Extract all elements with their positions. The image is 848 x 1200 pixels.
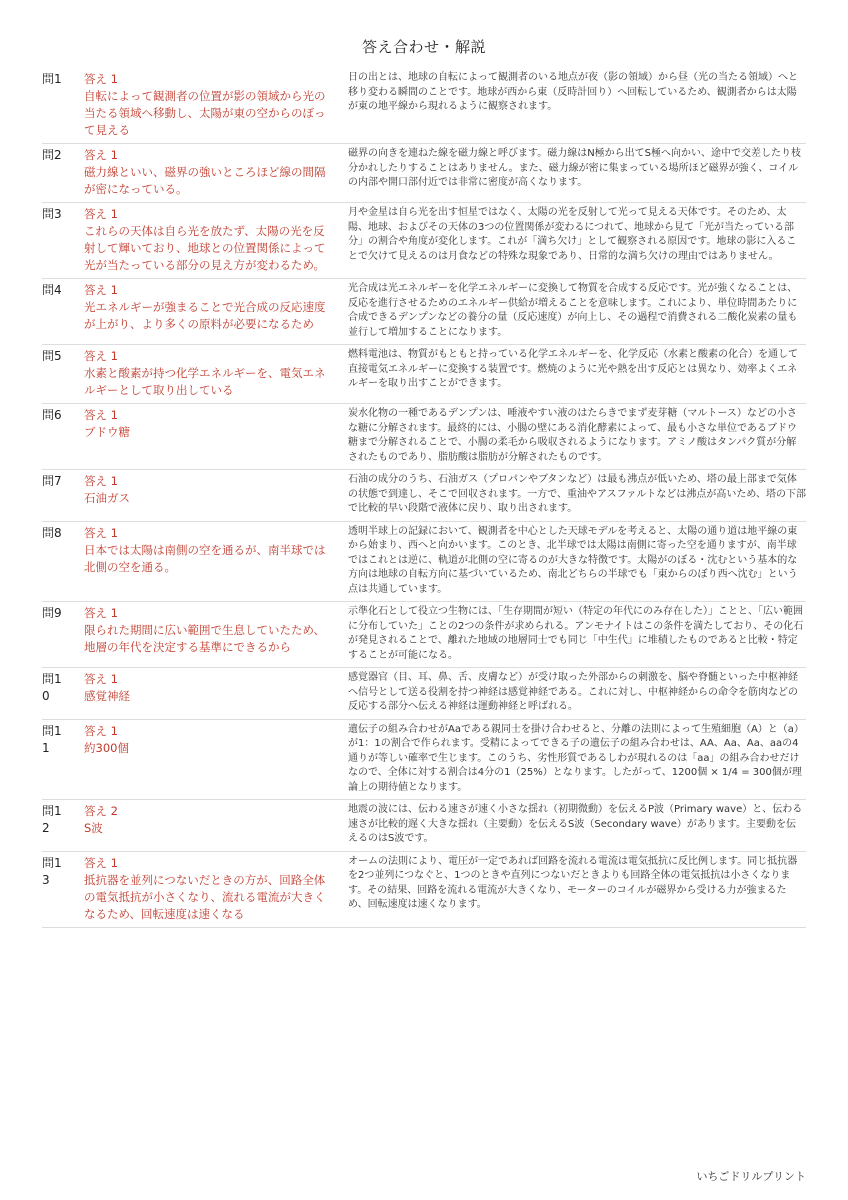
- question-number: 問7: [42, 474, 62, 488]
- answer-text: 自転によって観測者の位置が影の領域から光の当たる領域へ移動し、太陽が東の空からのぼって見える: [84, 89, 326, 137]
- page-title: 答え合わせ・解説: [361, 38, 486, 56]
- answer-text: 感覚神経: [84, 689, 130, 703]
- answer-label: 答え 1: [84, 283, 118, 297]
- question-row: [42, 279, 806, 345]
- answer-text: 石油ガス: [84, 491, 130, 505]
- explanation-text: 炭水化物の一種であるデンプンは、唾液やすい液のはたらきでまず麦芽糖（マルトース）などの小さな糖に分解されます。最終的には、小腸の壁にある消化酵素によって、最も小さな単位であるブドウ糖まで分解されることで、小腸の柔毛から吸収されるようになります。アミノ酸はタンパク質が分解されたものであり、脂肪酸は脂肪が分解されたものです。: [348, 408, 797, 463]
- explanation-text: 示準化石として役立つ生物には、「生存期間が短い（特定の年代にのみ存在した）」ことと、「広い範囲に分布していた」ことの2つの条件が求められる。アンモナイトはこの条件を満たしており、その化石が発見されることで、離れた地域の地層同士でも同じ「中生代」に堆積したものであると比較・特定することが可能になる。: [348, 606, 804, 661]
- answer-label: 答え 1: [84, 474, 118, 488]
- answer-text: 抵抗器を並列につないだときの方が、回路全体の電気抵抗が小さくなり、流れる電流が大きくなるため、回転速度は速くなる: [84, 872, 326, 921]
- answer-label: 答え 1: [84, 148, 118, 162]
- answer-table: [42, 68, 806, 928]
- answer-text: 約300個: [84, 740, 129, 755]
- answer-label: 答え 1: [84, 207, 118, 221]
- answer-label: 答え 1: [84, 723, 118, 738]
- answer-text: ブドウ糖: [84, 425, 130, 439]
- question-row: [42, 470, 806, 522]
- explanation-text: 月や金星は自ら光を出す恒星ではなく、太陽の光を反射して光って見える天体です。そのため、太陽、地球、およびその天体の3つの位置関係が変わるにつれて、地球から見て「光が当たっている部分」の割合や角度が変化します。これが「満ち欠け」として観察される原因です。地球の影に入ることで欠けて見えるのは月食などの特殊な現象であり、日常的な満ち欠けの理由ではありません。: [348, 207, 797, 262]
- answer-cell: [82, 668, 344, 719]
- question-number: 問11: [42, 723, 62, 755]
- question-row: [42, 522, 806, 603]
- answer-cell: [82, 800, 344, 851]
- answer-cell: [82, 602, 344, 667]
- answer-label: 答え 1: [84, 606, 118, 620]
- question-row: [42, 720, 806, 801]
- answer-cell: [82, 404, 344, 469]
- explanation-text: 日の出とは、地球の自転によって観測者のいる地点が夜（影の領域）から昼（光の当たる領域）へと移り変わる瞬間のことです。地球が西から東（反時計回り）へ回転しているため、観測者からは太陽が東の地平線から現れるように観察されます。: [348, 72, 798, 112]
- explanation-text: 透明半球上の記録において、観測者を中心とした天球モデルを考えると、太陽の通り道は地平線の東から始まり、西へと向かいます。このとき、北半球では太陽は南側に寄った空を通りますが、南半球ではこれとは逆に、軌道が北側の空に寄るのが大きな特徴です。太陽がのぼる・沈むという基本的な方向は地球の自転方向に基づいているため、南北どちらの半球でも「東からのぼり西へ沈む」という点は共通しています。: [348, 525, 798, 595]
- question-number: 問9: [42, 606, 62, 620]
- explanation-text: 遺伝子の組み合わせがAaである親同士を掛け合わせると、分離の法則によって生殖細胞（A）と（a）が1：1の割合で作られます。受精によってできる子の遺伝子の組み合わせは、AA、Aa、Aa、aaの4通りが等しい確率で生じます。このうち、劣性形質であるしわが現れるのは「aa」の組み合わせだけなので、全体に対する割合は4分の1（25%）となります。したがって、1200個 × 1/4 = 300個が理論上の期待値となります。: [348, 723, 804, 793]
- question-row: [42, 203, 806, 279]
- answer-label: 答え 1: [84, 525, 118, 540]
- question-number: 問10: [42, 672, 62, 703]
- explanation-text: 地震の波には、伝わる速さが速く小さな揺れ（初期微動）を伝えるP波（Primary wave）と、伝わる速さが比較的遅く大きな揺れ（主要動）を伝えるS波（Secondary wave）があります。主要動を伝えるのはS波です。: [348, 804, 803, 844]
- question-number: 問8: [42, 525, 62, 540]
- explanation-text: 磁界の向きを連ねた線を磁力線と呼びます。磁力線はN極から出てS極へ向かい、途中で交差したり枝分かれしたりすることはありません。また、磁力線が密に集まっている場所ほど磁界が強く、コイルの内部や開口部付近では非常に密度が高くなります。: [348, 148, 802, 188]
- question-number: 問1: [42, 72, 62, 86]
- question-number: 問5: [42, 349, 62, 363]
- answer-cell: [82, 852, 344, 927]
- answer-label: 答え 1: [84, 855, 118, 870]
- answer-cell: [82, 203, 344, 278]
- question-number: 問12: [42, 804, 62, 835]
- question-number: 問4: [42, 283, 62, 297]
- explanation-text: 光合成は光エネルギーを化学エネルギーに変換して物質を合成する反応です。光が強くなることは、反応を進行させるためのエネルギー供給が増えることを意味します。これにより、単位時間あたりに合成できるデンプンなどの養分の量（反応速度）が向上し、その過程で消費される二酸化炭素の量も並行して増加することになります。: [348, 283, 798, 338]
- answer-cell: [82, 522, 344, 602]
- answer-cell: [82, 68, 344, 143]
- answer-label: 答え 1: [84, 672, 118, 686]
- question-number: 問2: [42, 148, 62, 162]
- answer-text: 水素と酸素が持つ化学エネルギーを、電気エネルギーとして取り出している: [84, 366, 326, 397]
- question-row: [42, 68, 806, 144]
- question-number: 問3: [42, 207, 62, 221]
- answer-cell: [82, 144, 344, 202]
- question-row: [42, 800, 806, 852]
- answer-text: 限られた期間に広い範囲で生息していたため、地層の年代を決定する基準にできるから: [84, 623, 326, 654]
- question-row: [42, 345, 806, 404]
- answer-cell: [82, 279, 344, 344]
- explanation-text: 感覚器官（目、耳、鼻、舌、皮膚など）が受け取った外部からの刺激を、脳や脊髄といった中枢神経へ信号として送る役割を持つ神経は感覚神経である。これに対し、中枢神経からの命令を筋肉などの反応する部分へ伝える神経は運動神経と呼ばれる。: [348, 672, 798, 712]
- answer-text: 光エネルギーが強まることで光合成の反応速度が上がり、より多くの原料が必要になるため: [84, 300, 326, 331]
- answer-text: 日本では太陽は南側の空を通るが、南半球では北側の空を通る。: [84, 542, 326, 574]
- answer-text: 磁力線といい、磁界の強いところほど線の間隔が密になっている。: [84, 165, 326, 196]
- question-number: 問6: [42, 408, 62, 422]
- explanation-text: オームの法則により、電圧が一定であれば回路を流れる電流は電気抵抗に反比例します。同じ抵抗器を2つ並列につなぐと、1つのときや直列につないだときよりも回路全体の電気抵抗は小さくなります。その結果、回路を流れる電流が大きくなり、モーターのコイルが磁界から受ける力が強まるため、回転速度は速くなります。: [348, 855, 798, 910]
- answer-label: 答え 1: [84, 349, 118, 363]
- answer-cell: [82, 470, 344, 521]
- question-row: [42, 852, 806, 928]
- question-row: [42, 668, 806, 720]
- answer-text: これらの天体は自ら光を放たず、太陽の光を反射して輝いており、地球との位置関係によって光が当たっている部分の見え方が変わるため。: [84, 224, 326, 272]
- question-row: [42, 144, 806, 203]
- footer-brand: いちごドリルプリント: [696, 1170, 806, 1183]
- answer-cell: [82, 345, 344, 403]
- answer-text: S波: [84, 821, 103, 835]
- answer-label: 答え 1: [84, 72, 118, 86]
- answer-cell: [82, 720, 344, 800]
- question-row: [42, 602, 806, 668]
- question-number: 問13: [42, 855, 62, 887]
- answer-label: 答え 2: [84, 804, 118, 818]
- answer-label: 答え 1: [84, 408, 118, 422]
- question-row: [42, 404, 806, 470]
- explanation-text: 石油の成分のうち、石油ガス（プロパンやブタンなど）は最も沸点が低いため、塔の最上部まで気体の状態で到達し、そこで回収されます。一方で、重油やアスファルトなどは沸点が高いため、塔の下部で比較的早い段階で液体に戻り、取り出されます。: [348, 474, 806, 514]
- explanation-text: 燃料電池は、物質がもともと持っている化学エネルギーを、化学反応（水素と酸素の化合）を通して直接電気エネルギーに変換する装置です。燃焼のように光や熱を出す反応とは異なり、効率よくエネルギーを取り出すことができます。: [348, 349, 798, 389]
